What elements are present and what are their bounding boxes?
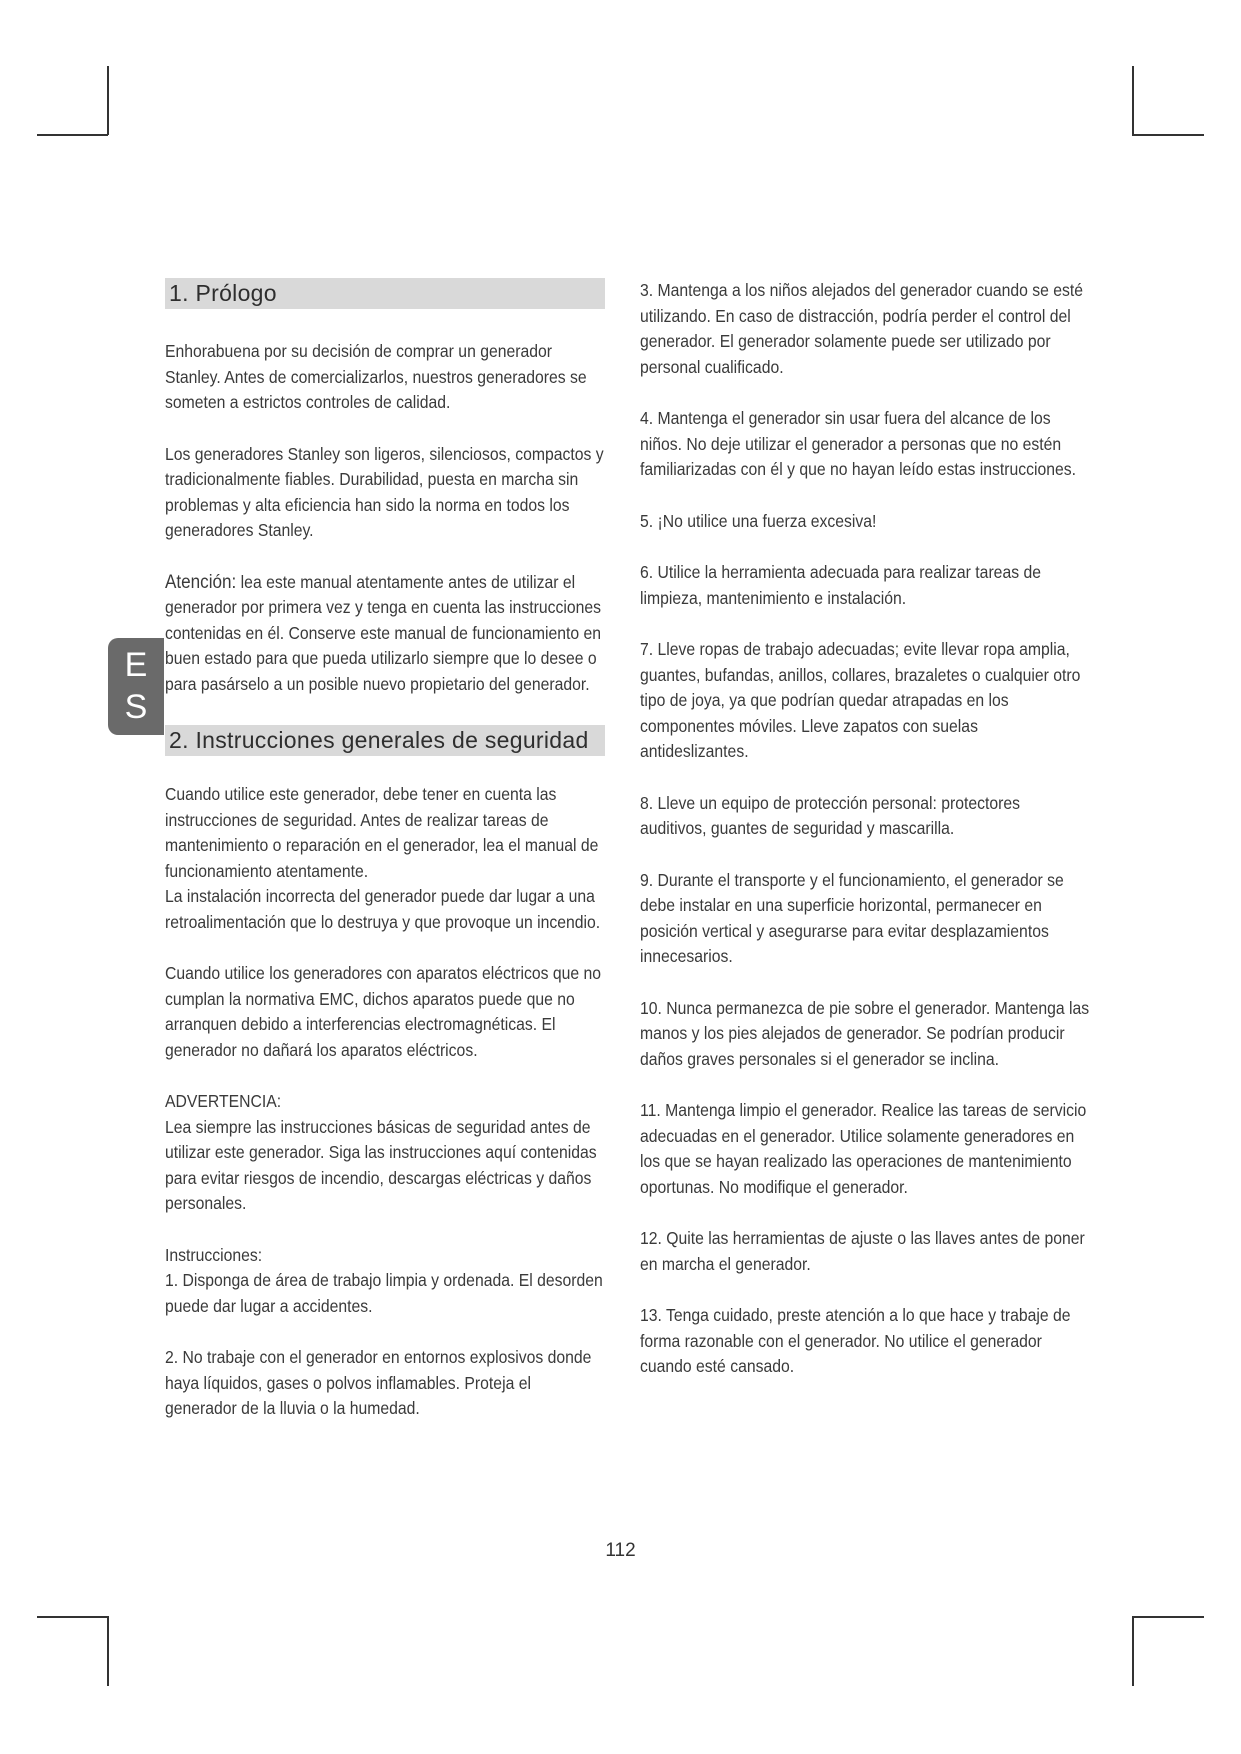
section-heading-prologo: 1. Prólogo <box>165 278 605 309</box>
instruction-item-9: 9. Durante el transporte y el funcionamiento, el generador se debe instalar en una superficie horizontal, permanecer en posición vertical y asegurarse para evitar desplazamientos innecesarios. <box>640 869 1064 966</box>
crop-mark-top-left-h <box>37 134 108 136</box>
instruction-item-4: 4. Mantenga el generador sin usar fuera del alcance de los niños. No deje utilizar el generador a personas que no estén familiarizadas con él y que no hayan leído estas instrucciones. <box>640 408 1076 479</box>
instruction-item-6: 6. Utilice la herramienta adecuada para realizar tareas de limpieza, mantenimiento e instalación. <box>640 562 1041 608</box>
crop-mark-bottom-right-v <box>1132 1616 1134 1686</box>
seguridad-paragraph-2: Cuando utilice los generadores con aparatos eléctricos que no cumplan la normativa EMC, dichos aparatos puede que no arranquen debido a interferencias electromagnéticas. El generador no dañará los aparatos eléctricos. <box>165 963 602 1060</box>
section-heading-seguridad: 2. Instrucciones generales de seguridad <box>165 725 605 756</box>
instruction-item-8: 8. Lleve un equipo de protección personal: protectores auditivos, guantes de seguridad y mascarilla. <box>640 792 1021 838</box>
instruction-item-2: 2. No trabaje con el generador en entornos explosivos donde haya líquidos, gases o polvos inflamables. Proteja el generador de la lluvia o la humedad. <box>165 1347 592 1418</box>
crop-mark-bottom-right-h <box>1132 1616 1204 1618</box>
advertencia-text: Lea siempre las instrucciones básicas de seguridad antes de utilizar este generador. Siga las instrucciones aquí contenidas para evitar riesgos de incendio, descargas eléctricas y daños personales. <box>165 1116 597 1213</box>
instruction-item-7: 7. Lleve ropas de trabajo adecuadas; evite llevar ropa amplia, guantes, bufandas, anillos, collares, brazaletes o cualquier otro tipo de joya, ya que podrían quedar atrapadas en los componentes móviles. Lleve zapatos con suelas antideslizantes. <box>640 639 1081 761</box>
instruction-item-1: 1. Disponga de área de trabajo limpia y ordenada. El desorden puede dar lugar a accidentes. <box>165 1270 603 1316</box>
instruction-item-10: 10. Nunca permanezca de pie sobre el generador. Mantenga las manos y los pies alejados de generador. Se podrían producir daños graves personales si el generador se inclina. <box>640 997 1090 1069</box>
instruction-item-5: 5. ¡No utilice una fuerza excesiva! <box>640 510 877 531</box>
left-column <box>165 278 605 1448</box>
seguridad-paragraph-1a: Cuando utilice este generador, debe tener en cuenta las instrucciones de seguridad. Antes de realizar tareas de mantenimiento o reparación en el generador, lea el manual de funcionamiento atentamente. <box>165 784 599 881</box>
instruction-item-13: 13. Tenga cuidado, preste atención a lo que hace y trabaje de forma razonable con el generador. No utilice el generador cuando esté cansado. <box>640 1305 1071 1376</box>
prologo-paragraph-1: Enhorabuena por su decisión de comprar un generador Stanley. Antes de comercializarlos, nuestros generadores se someten a estrictos controles de calidad. <box>165 341 587 412</box>
crop-mark-bottom-left-h <box>37 1616 108 1618</box>
instruction-item-3: 3. Mantenga a los niños alejados del generador cuando se esté utilizando. En caso de distracción, podría perder el control del generador. El generador solamente puede ser utilizado por personal cualificado. <box>640 280 1084 377</box>
language-tab-letter-s: S <box>124 688 148 726</box>
instruction-item-12: 12. Quite las herramientas de ajuste o las llaves antes de poner en marcha el generador. <box>640 1228 1085 1274</box>
instrucciones-label: Instrucciones: <box>165 1244 263 1265</box>
page-number: 112 <box>605 1540 636 1561</box>
instruction-item-11: 11. Mantenga limpio el generador. Realice las tareas de servicio adecuadas en el generador. Utilice solamente generadores en los que se hayan realizado las operaciones de mantenimiento oportunas. No modifique el generador. <box>640 1100 1087 1197</box>
atencion-label: Atención: <box>165 571 237 593</box>
crop-mark-top-right-v <box>1132 66 1134 135</box>
atencion-text: lea este manual atentamente antes de utilizar el generador por primera vez y tenga en cuenta las instrucciones contenidas en él. Conserve este manual de funcionamiento en buen estado para que pueda utilizarlo siempre que lo desee o para pasárselo a un posible nuevo propietario del generador. <box>165 571 602 694</box>
seguridad-paragraph-1b: La instalación incorrecta del generador puede dar lugar a una retroalimentación que lo destruya y que provoque un incendio. <box>165 886 601 932</box>
advertencia-label: ADVERTENCIA: <box>165 1091 282 1111</box>
language-tab-letter-e: E <box>124 646 148 684</box>
atencion-paragraph <box>165 570 605 698</box>
language-tab <box>108 638 164 735</box>
crop-mark-top-right-h <box>1132 134 1204 136</box>
right-column <box>640 278 1090 1406</box>
prologo-paragraph-2: Los generadores Stanley son ligeros, silenciosos, compactos y tradicionalmente fiables. Durabilidad, puesta en marcha sin problemas y alta eficiencia han sido la norma en todos los generadores Stanley. <box>165 443 604 540</box>
crop-mark-bottom-left-v <box>107 1616 109 1686</box>
crop-mark-top-left-v <box>107 66 109 135</box>
